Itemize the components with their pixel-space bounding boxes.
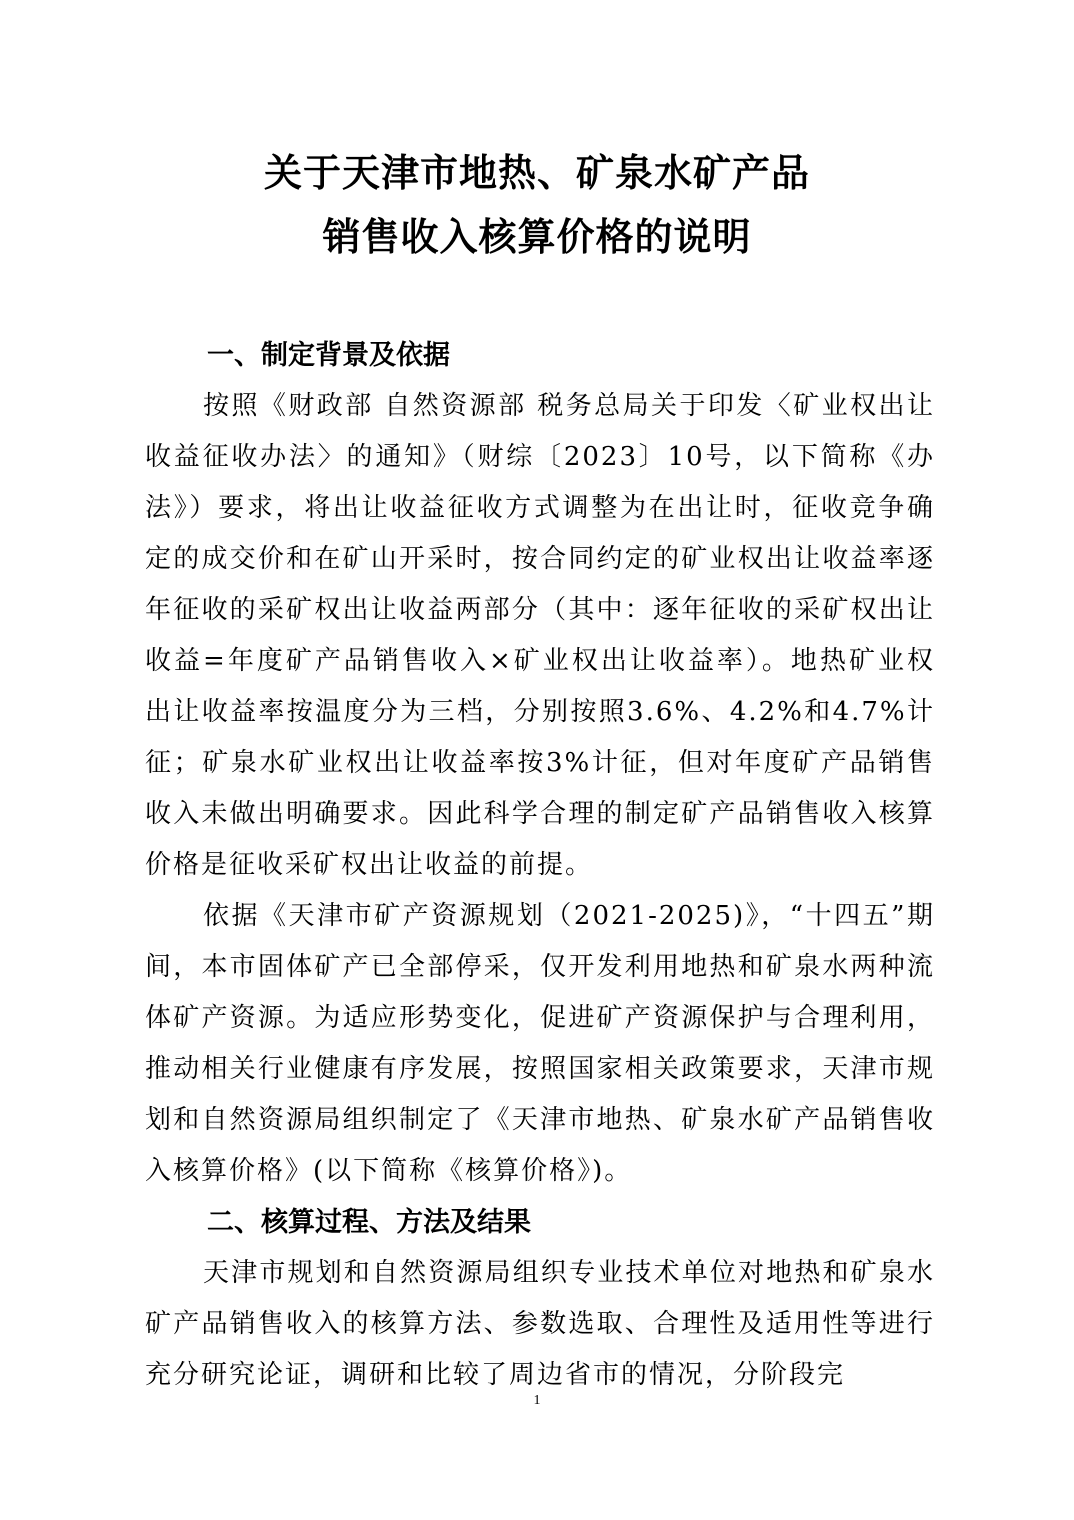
document-title-line-2: 销售收入核算价格的说明 <box>322 215 752 259</box>
document-body <box>145 330 935 1401</box>
document-title-line-1: 关于天津市地热、矿泉水矿产品 <box>263 151 810 195</box>
page-number: 1 <box>533 1393 541 1408</box>
section-1-heading: 一、制定背景及依据 <box>207 340 450 371</box>
section-2-heading: 二、核算过程、方法及结果 <box>207 1207 531 1238</box>
section-1-paragraph-2: 依据《天津市矿产资源规划（2021-2025)》，“十四五”期间，本市固体矿产已全部停采，仅开发利用地热和矿泉水两种流体矿产资源。为适应形势变化，促进矿产资源保护与合理利用，推动相关行业健康有序发展，按照国家相关政策要求，天津市规划和自然资源局组织制定了《天津市地热、矿泉水矿产品销售收入核算价格》(以下简称《核算价格》)。 <box>145 901 935 1186</box>
section-1-paragraph-1: 按照《财政部 自然资源部 税务总局关于印发〈矿业权出让收益征收办法〉的通知》（财综〔2023〕10号，以下简称《办法》）要求，将出让收益征收方式调整为在出让时，征收竞争确定的成交价和在矿山开采时，按合同约定的矿业权出让收益率逐年征收的采矿权出让收益两部分（其中：逐年征收的采矿权出让收益=年度矿产品销售收入×矿业权出让收益率）。地热矿业权出让收益率按温度分为三档，分别按照3.6%、4.2%和4.7%计征；矿泉水矿业权出让收益率按3%计征，但对年度矿产品销售收入未做出明确要求。因此科学合理的制定矿产品销售收入核算价格是征收采矿权出让收益的前提。 <box>145 391 935 880</box>
section-2-paragraph-1: 天津市规划和自然资源局组织专业技术单位对地热和矿泉水矿产品销售收入的核算方法、参数选取、合理性及适用性等进行充分研究论证，调研和比较了周边省市的情况，分阶段完 <box>145 1258 935 1390</box>
